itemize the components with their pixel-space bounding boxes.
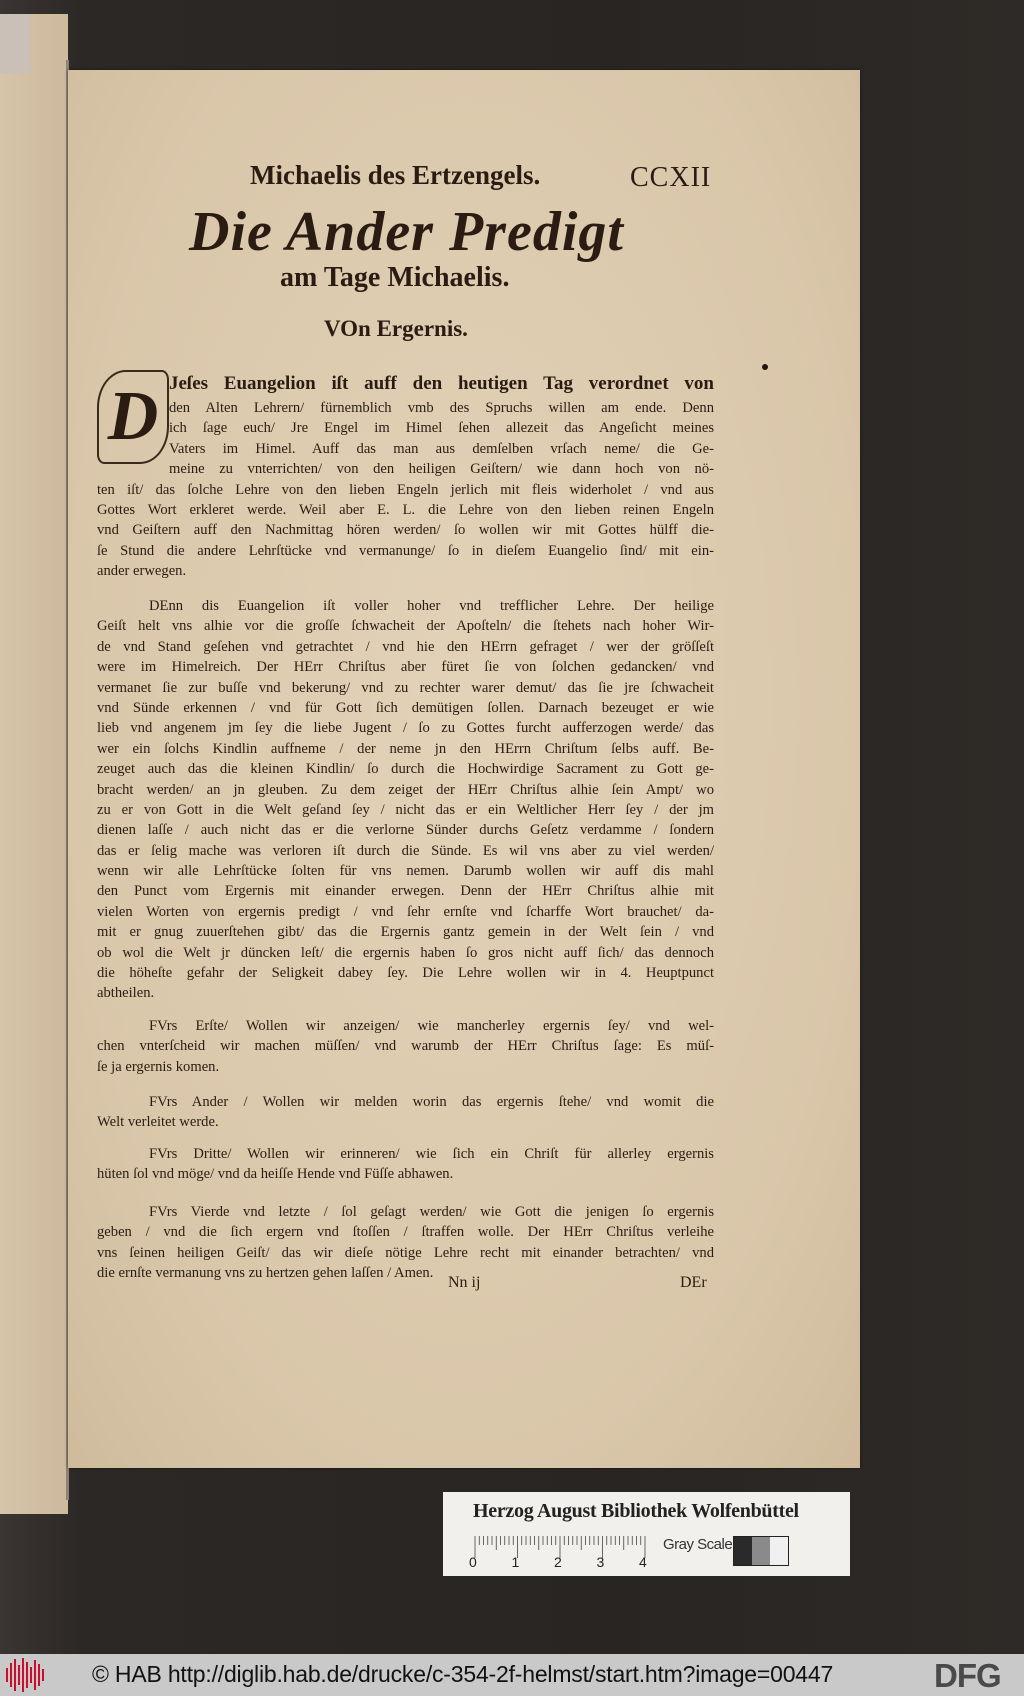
logo-bar <box>38 1664 40 1686</box>
text-line: ob wol die Welt jr düncken leſt/ die ergernis haben ſo gros nicht auff ſich/ das dennoch <box>97 944 714 961</box>
logo-bar <box>42 1669 44 1681</box>
gray-scale-label: Gray Scale <box>663 1536 733 1553</box>
facing-page-edge <box>0 14 68 1514</box>
text-line: das er ſelig mache was verloren iſt durch die Sünde. Es wil vns aber zu viel werden/ <box>97 842 714 859</box>
text-line: FVrs Vierde vnd letzte / ſol geſagt werden/ wie Gott die jenigen ſo ergernis <box>149 1204 714 1220</box>
text-line: zeuget auch das die kleinen Kindlin/ ſo durch die Hochwirdige Sacrament zu Gott ge- <box>97 761 714 778</box>
text-line: mit er gnug zuuerſtehen gibt/ das die Ergernis gantz gemein in der Welt ſein / vnd <box>97 924 714 941</box>
text-line: were im Himelreich. Der HErr Chriſtus aber füret ſie von ſolchen gedancken/ vnd <box>97 659 714 676</box>
gray-scale-patches <box>733 1536 789 1566</box>
text-line: vielen Worten von ergernis predigt / vnd ſehr ernſte vnd ſcharffe Wort brauchet/ da- <box>97 903 714 920</box>
running-head: Michaelis des Ertzengels. <box>250 160 541 190</box>
text-line: ich ſage euch/ Jre Engel im Himel ſehen allezeit das Angeſicht meines <box>169 420 714 437</box>
text-line: bracht werden/ an jn gleuben. Zu dem zeiget der HErr Chriſtus alhie ſein Ampt/ wo <box>97 781 714 798</box>
logo-bar <box>18 1665 20 1685</box>
text-line: ander erwegen. <box>97 563 187 580</box>
decorated-initial: D <box>97 370 169 464</box>
logo-bar <box>10 1663 12 1687</box>
text-line: de vnd Stand geſehen vnd getrachtet / vnd hie den HErrn gefraget / wer der gröſſeſt <box>97 638 714 655</box>
ruler-number: 3 <box>596 1554 605 1570</box>
ruler-scale <box>473 1536 653 1558</box>
paragraph <box>97 1144 714 1185</box>
logo-bar <box>14 1659 16 1691</box>
text-line: vnd Geiſtern auff den Nachmittag hören werden/ ſo wollen wir mit Gottes hülff die- <box>97 522 714 539</box>
logo-bar <box>6 1668 8 1682</box>
text-line: ſe ja ergernis komen. <box>97 1058 220 1075</box>
text-line: hüten ſol vnd möge/ vnd da heiſſe Hende vnd Füſſe abhawen. <box>97 1166 454 1183</box>
folio-number: CCXII <box>630 162 712 193</box>
paragraph <box>97 1016 714 1077</box>
sermon-subtitle: am Tage Michaelis. <box>280 262 510 293</box>
text-line: FVrs Dritte/ Wollen wir erinneren/ wie ſich ein Chriſt für allerley ergernis <box>149 1146 714 1162</box>
text-line: abtheilen. <box>97 985 155 1002</box>
catchword: DEr <box>680 1274 707 1291</box>
text-line: vns ſeinen heiligen Geiſt/ das wir dieſe nötige Lehre recht mit einander betrachten/ vnd <box>97 1244 714 1261</box>
library-name: Herzog August Bibliothek Wolfenbüttel <box>473 1500 799 1522</box>
footer-bar <box>0 1654 1024 1696</box>
gray-patch <box>770 1537 788 1565</box>
text-line: Welt verleitet werde. <box>97 1114 219 1131</box>
text-line: wenn wir alle Lehrſtücke ſolten für vns nemen. Darumb wollen wir auff dis mahl <box>97 863 714 880</box>
paragraph <box>97 1092 714 1133</box>
ruler-number: 1 <box>511 1554 520 1570</box>
text-line: chen vnterſcheid wir machen müſſen/ vnd warumb der HErr Chriſtus ſage: Es müſ- <box>97 1038 714 1055</box>
hab-logo-icon <box>6 1658 46 1692</box>
text-line: den Alten Lehrern/ fürnemblich vmb des Spruchs willen am ende. Denn <box>169 400 714 416</box>
text-line: die ernſte vermanung vns zu hertzen gehen laſſen / Amen. <box>97 1265 434 1282</box>
text-line: ten iſt/ das ſolche Lehre von den lieben Engeln jerlich mit fleis widerholet / vnd aus <box>97 481 714 498</box>
section-heading: VOn Ergernis. <box>324 316 468 341</box>
text-line: lieb vnd angenem jm ſey die liebe Jugent / ſo zu Gottes furcht aufferzogen werde/ das <box>97 720 714 737</box>
logo-bar <box>26 1662 28 1688</box>
facing-page-corner <box>0 14 30 74</box>
text-line: Gottes Wort erkleret werde. Weil aber E. L. die Lehre von den lieben reinen Engeln <box>97 501 714 518</box>
text-line: Jeſes Euangelion iſt auff den heutigen Tag verordnet von <box>169 373 714 394</box>
logo-bar <box>30 1667 32 1683</box>
text-line: vermanet ſie zur buſſe vnd bekerung/ vnd zu rechter warer demut/ das ſie jre ſchwacheit <box>97 679 714 696</box>
text-line: den Punct vom Ergernis mit einander erwegen. Denn der HErr Chriſtus alhie mit <box>97 883 714 900</box>
color-target-card <box>443 1492 850 1576</box>
logo-bar <box>22 1658 24 1692</box>
text-line: vnd Sünde erkennen / vnd für Gott ſich demütigen ſollen. Darnach bezeuget er wie <box>97 699 714 716</box>
paragraph <box>97 1202 714 1284</box>
text-line: dienen laſſe / auch nicht das er die verlorne Sünder durchs Geſetz verdamme / ſondern <box>97 822 714 839</box>
text-line: wer ein ſolchs Kindlin auffneme / der neme jn den HErrn Chriſtum ſelbs auff. Be- <box>97 740 714 757</box>
signature-mark: Nn ij <box>448 1274 481 1291</box>
logo-bar <box>34 1660 36 1690</box>
text-line: Geiſt helt vns alhie vor die groſſe ſchwacheit der Apoſteln/ die ſtehets nach hoher Wir- <box>97 618 714 635</box>
ruler-number: 2 <box>554 1554 562 1570</box>
text-line: ſe Stund die andere Lehrſtücke vnd vermanunge/ ſo in dieſem Euangelio ſind/ mit ein- <box>97 542 714 559</box>
text-line: Vaters im Himel. Auff das man aus demſelben vrſach neme/ die Ge- <box>169 440 714 457</box>
text-line: DEnn dis Euangelion iſt voller hoher vnd trefflicher Lehre. Der heilige <box>149 598 714 614</box>
text-line: die höheſte gefahr der Seligkeit dabey ſey. Die Lehre wollen wir in 4. Heuptpunct <box>97 965 714 982</box>
dfg-logo: DFG <box>934 1657 1001 1694</box>
text-line: meine zu vnterrichten/ von den heiligen Geiſtern/ wie dann hoch von nö- <box>169 461 714 478</box>
gray-patch <box>752 1537 770 1565</box>
text-line: geben / vnd die ſich ergern vnd ſtoſſen / ſtraffen wolle. Der HErr Chriſtus verleihe <box>97 1224 714 1241</box>
ruler-number: 4 <box>639 1554 647 1570</box>
copyright-link[interactable]: © HAB http://diglib.hab.de/drucke/c-354-2f-helmst/start.htm?image=00447 <box>92 1661 834 1687</box>
text-line: zu er von Gott in die Welt geſand ſey / nicht das er ein Weltlicher Herr ſey / der jm <box>97 801 714 818</box>
gray-patch <box>734 1537 752 1565</box>
ink-spot <box>762 364 768 370</box>
text-line: FVrs Erſte/ Wollen wir anzeigen/ wie mancherley ergernis ſey/ vnd wel- <box>149 1018 714 1034</box>
paragraph <box>97 596 714 1004</box>
text-line: FVrs Ander / Wollen wir melden worin das ergernis ſtehe/ vnd womit die <box>149 1094 714 1110</box>
paragraph <box>97 372 714 582</box>
sermon-title: Die Ander Predigt <box>189 201 624 263</box>
ruler-number: 0 <box>469 1554 477 1570</box>
